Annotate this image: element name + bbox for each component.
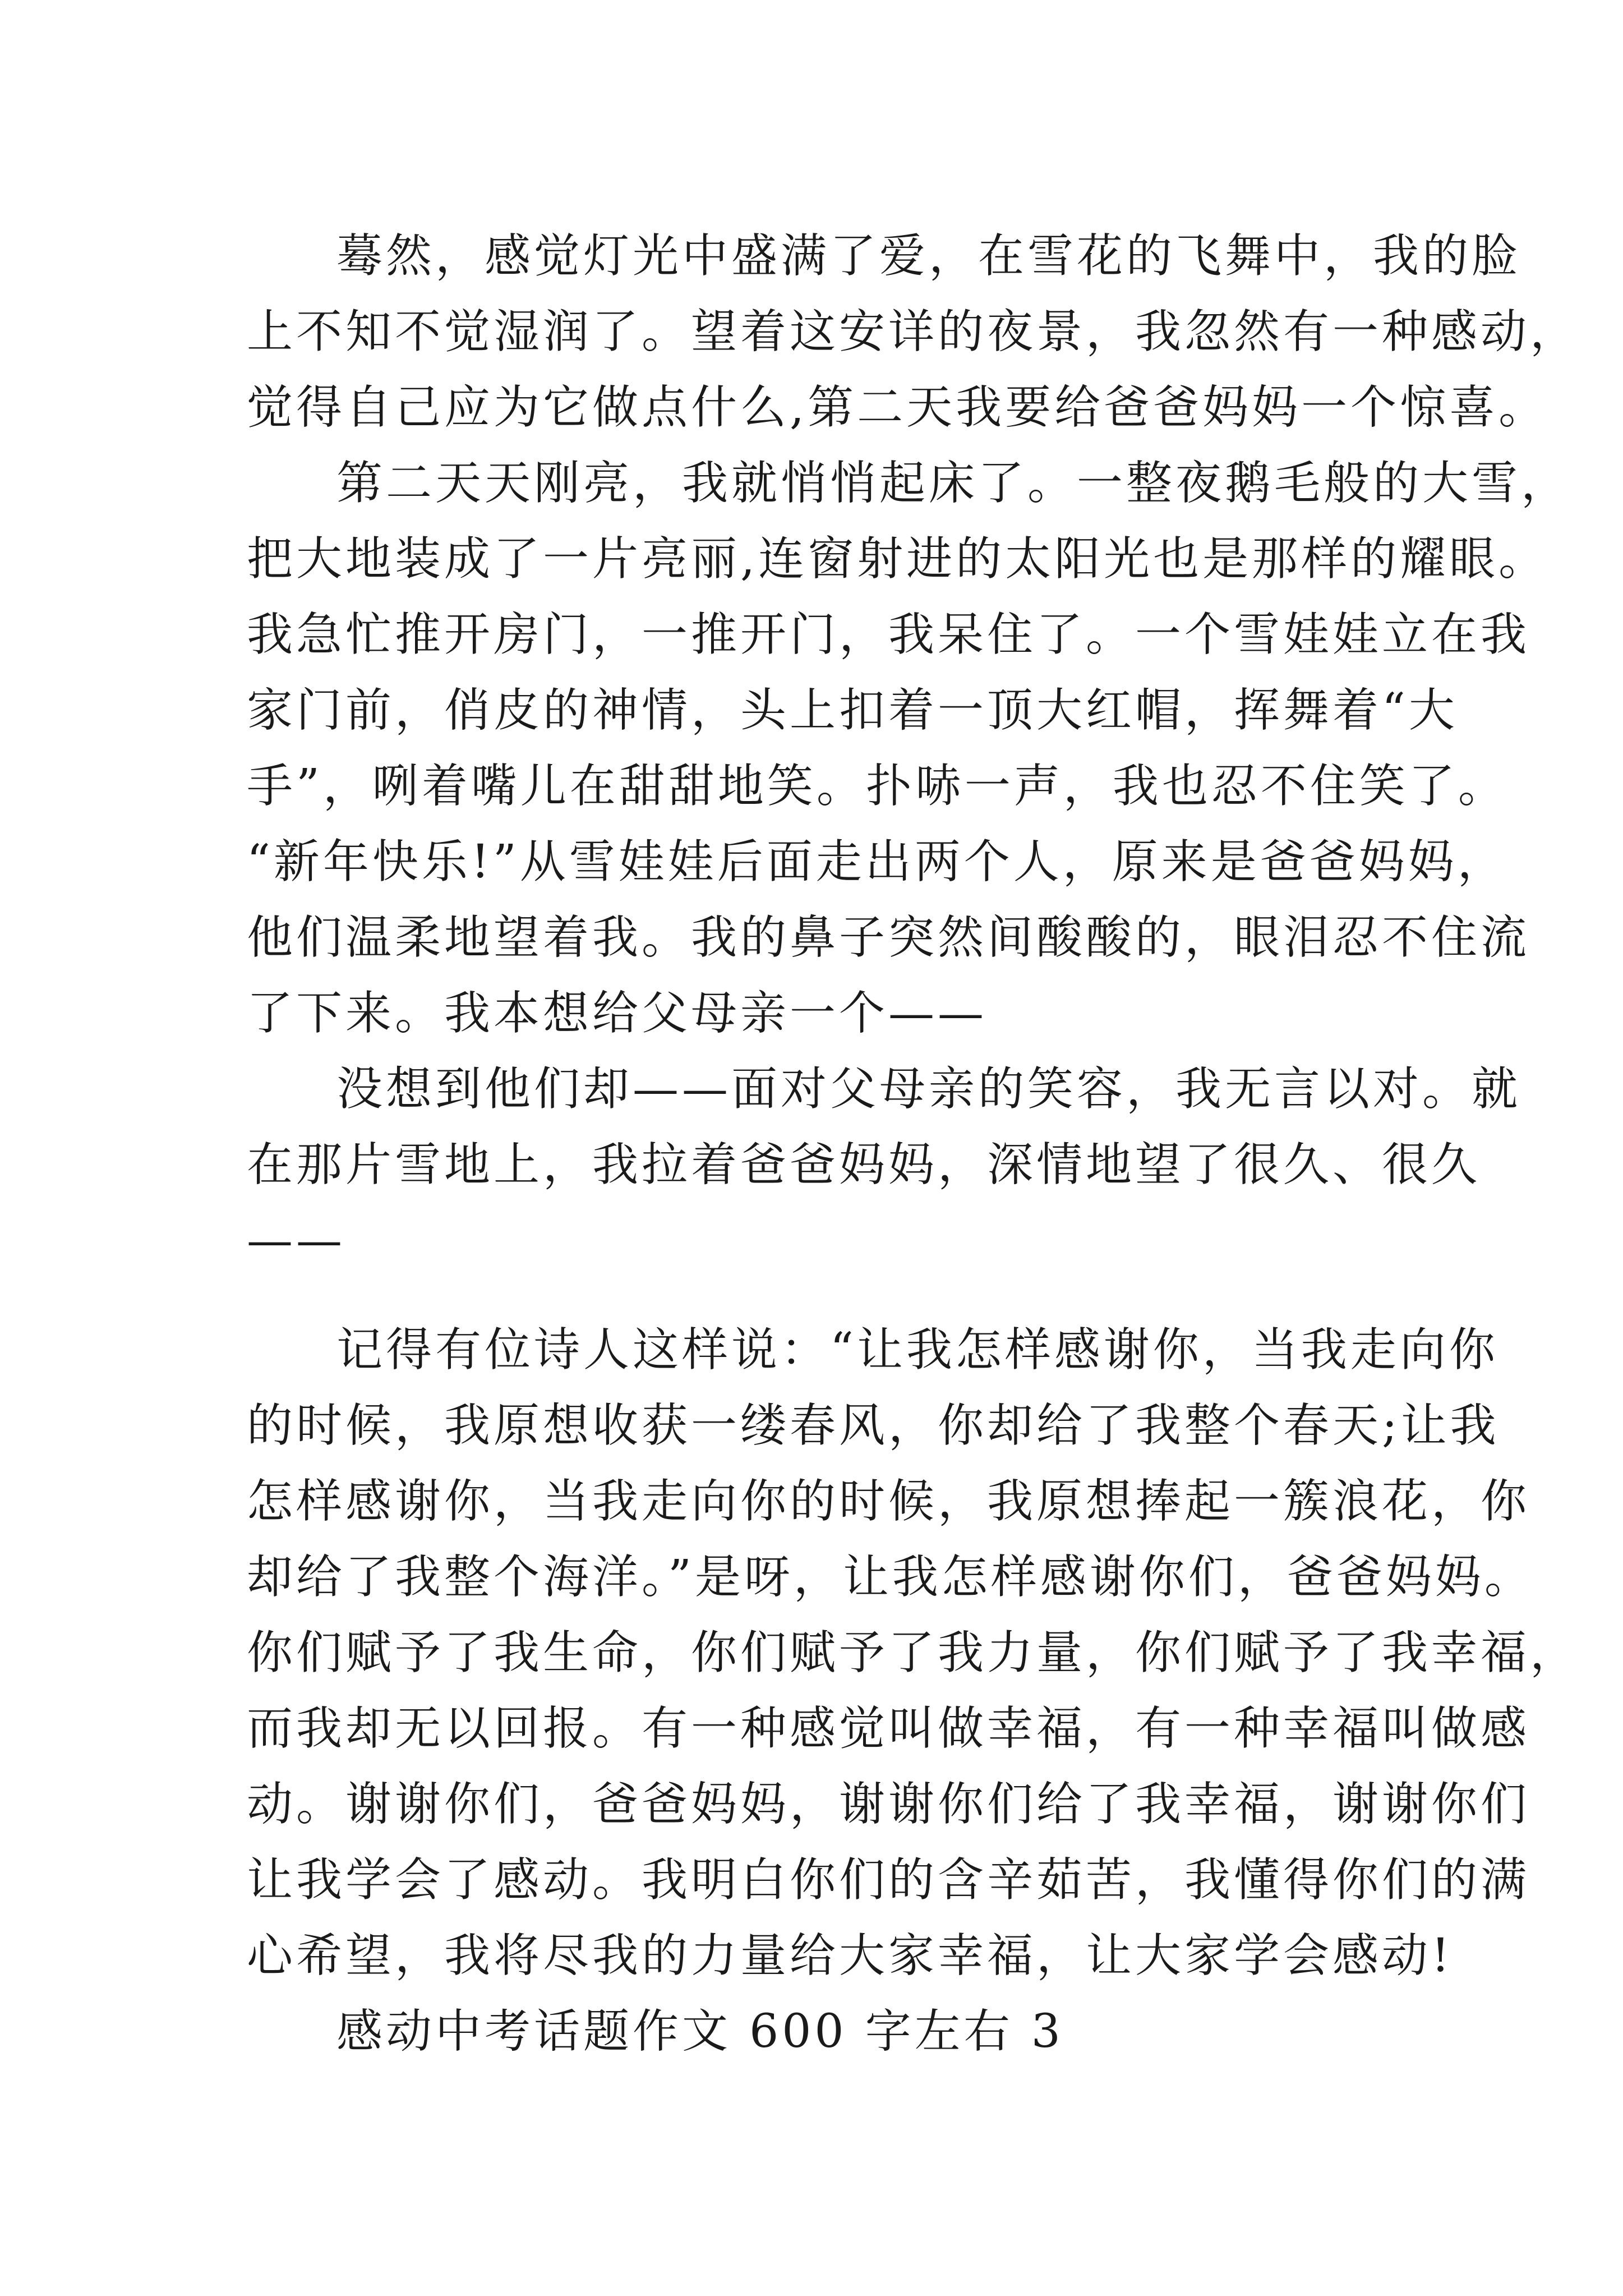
text-line: 蓦然，感觉灯光中盛满了爱，在雪花的飞舞中，我的脸 (336, 229, 1521, 283)
text-line: 没想到他们却——面对父母亲的笑容，我无言以对。就 (336, 1062, 1521, 1116)
text-line: 觉得自己应为它做点什么,第二天我要给爸爸妈妈一个惊喜。 (247, 381, 1548, 434)
text-line: 记得有位诗人这样说：“让我怎样感谢你，当我走向你 (336, 1323, 1498, 1377)
text-line: 把大地装成了一片亮丽,连窗射进的太阳光也是那样的耀眼。 (247, 532, 1548, 586)
section-heading: 感动中考话题作文 600 字左右 3 (336, 2005, 1064, 2058)
text-line: “新年快乐!”从雪娃娃后面走出两个人，原来是爸爸妈妈， (247, 835, 1507, 889)
text-line: 家门前，俏皮的神情，头上扣着一顶大红帽，挥舞着“大 (247, 684, 1458, 737)
text-line: 心希望，我将尽我的力量给大家幸福，让大家学会感动! (247, 1929, 1453, 1982)
text-line: 手”，咧着嘴儿在甜甜地笑。扑哧一声，我也忍不住笑了。 (247, 760, 1507, 813)
text-line: —— (247, 1214, 345, 1267)
text-line: 让我学会了感动。我明白你们的含辛茹苦，我懂得你们的满 (247, 1853, 1530, 1907)
text-line: 的时候，我原想收获一缕春风，你却给了我整个春天;让我 (247, 1399, 1500, 1452)
text-line: 第二天天刚亮，我就悄悄起床了。一整夜鹅毛般的大雪， (336, 457, 1571, 510)
text-line: 我急忙推开房门，一推开门，我呆住了。一个雪娃娃立在我 (247, 608, 1530, 661)
text-line: 在那片雪地上，我拉着爸爸妈妈，深情地望了很久、很久 (247, 1138, 1481, 1191)
text-line: 而我却无以回报。有一种感觉叫做幸福，有一种幸福叫做感 (247, 1702, 1530, 1755)
text-line: 怎样感谢你，当我走向你的时候，我原想捧起一簇浪花，你 (247, 1475, 1530, 1528)
text-line: 你们赋予了我生命，你们赋予了我力量，你们赋予了我幸福， (247, 1626, 1580, 1680)
text-line: 动。谢谢你们，爸爸妈妈，谢谢你们给了我幸福，谢谢你们 (247, 1778, 1530, 1831)
text-line: 却给了我整个海洋。”是呀，让我怎样感谢你们，爸爸妈妈。 (247, 1550, 1534, 1604)
text-line: 他们温柔地望着我。我的鼻子突然间酸酸的，眼泪忍不住流 (247, 911, 1530, 964)
text-line: 上不知不觉湿润了。望着这安详的夜景，我忽然有一种感动， (247, 305, 1580, 358)
text-line: 了下来。我本想给父母亲一个—— (247, 987, 988, 1040)
